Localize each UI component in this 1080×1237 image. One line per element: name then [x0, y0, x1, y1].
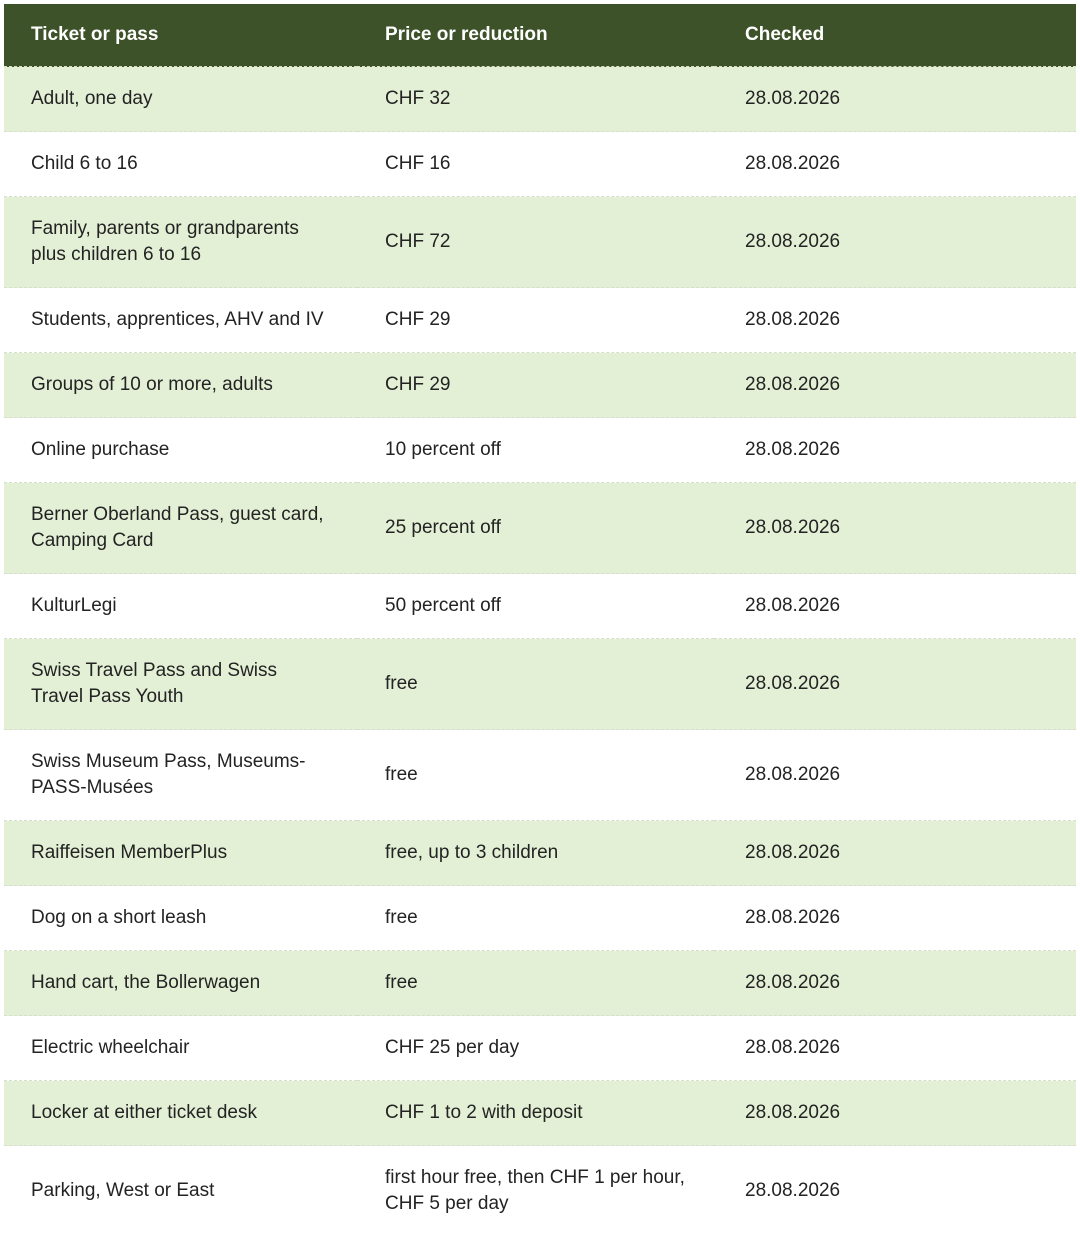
header-row	[4, 4, 1076, 67]
cell-checked: 28.08.2026	[714, 418, 1076, 483]
cell-ticket: Dog on a short leash	[4, 886, 357, 951]
cell-ticket: Adult, one day	[4, 67, 357, 132]
cell-price: CHF 29	[357, 288, 714, 353]
cell-ticket: Locker at either ticket desk	[4, 1081, 357, 1146]
cell-checked: 28.08.2026	[714, 67, 1076, 132]
cell-price: first hour free, then CHF 1 per hour, CHF 5 per day	[357, 1146, 714, 1237]
cell-ticket: KulturLegi	[4, 574, 357, 639]
cell-price: 50 percent off	[357, 574, 714, 639]
cell-checked: 28.08.2026	[714, 288, 1076, 353]
table-row	[4, 730, 1076, 821]
table-row	[4, 1146, 1076, 1237]
cell-checked: 28.08.2026	[714, 574, 1076, 639]
table-row	[4, 132, 1076, 197]
cell-price: CHF 25 per day	[357, 1016, 714, 1081]
cell-price: free, up to 3 children	[357, 821, 714, 886]
table-row	[4, 67, 1076, 132]
cell-price: CHF 29	[357, 353, 714, 418]
column-header-checked: Checked	[714, 4, 1076, 67]
cell-ticket: Swiss Travel Pass and Swiss Travel Pass Youth	[4, 639, 357, 730]
cell-checked: 28.08.2026	[714, 730, 1076, 821]
cell-ticket: Parking, West or East	[4, 1146, 357, 1237]
cell-checked: 28.08.2026	[714, 951, 1076, 1016]
column-header-ticket: Ticket or pass	[4, 4, 357, 67]
cell-price: 10 percent off	[357, 418, 714, 483]
cell-price: CHF 32	[357, 67, 714, 132]
cell-price: free	[357, 951, 714, 1016]
cell-checked: 28.08.2026	[714, 483, 1076, 574]
cell-ticket: Electric wheelchair	[4, 1016, 357, 1081]
cell-checked: 28.08.2026	[714, 1081, 1076, 1146]
cell-price: CHF 16	[357, 132, 714, 197]
cell-ticket: Students, apprentices, AHV and IV	[4, 288, 357, 353]
ticket-price-table-container	[4, 4, 1076, 1237]
table-row	[4, 951, 1076, 1016]
cell-checked: 28.08.2026	[714, 821, 1076, 886]
table-row	[4, 353, 1076, 418]
cell-price: free	[357, 730, 714, 821]
cell-ticket: Child 6 to 16	[4, 132, 357, 197]
cell-ticket: Hand cart, the Bollerwagen	[4, 951, 357, 1016]
cell-checked: 28.08.2026	[714, 886, 1076, 951]
table-row	[4, 821, 1076, 886]
table-row	[4, 1081, 1076, 1146]
cell-checked: 28.08.2026	[714, 1016, 1076, 1081]
cell-ticket: Raiffeisen MemberPlus	[4, 821, 357, 886]
column-header-price: Price or reduction	[357, 4, 714, 67]
table-row	[4, 197, 1076, 288]
cell-price: free	[357, 886, 714, 951]
table-body	[4, 67, 1076, 1237]
table-row	[4, 639, 1076, 730]
table-row	[4, 483, 1076, 574]
cell-price: CHF 72	[357, 197, 714, 288]
cell-checked: 28.08.2026	[714, 197, 1076, 288]
cell-ticket: Online purchase	[4, 418, 357, 483]
cell-checked: 28.08.2026	[714, 639, 1076, 730]
cell-price: 25 percent off	[357, 483, 714, 574]
cell-ticket: Berner Oberland Pass, guest card, Camping Card	[4, 483, 357, 574]
table-header	[4, 4, 1076, 67]
cell-checked: 28.08.2026	[714, 132, 1076, 197]
cell-ticket: Groups of 10 or more, adults	[4, 353, 357, 418]
cell-price: CHF 1 to 2 with deposit	[357, 1081, 714, 1146]
table-row	[4, 574, 1076, 639]
table-row	[4, 886, 1076, 951]
ticket-price-table	[4, 4, 1076, 1237]
cell-ticket: Swiss Museum Pass, Museums-PASS-Musées	[4, 730, 357, 821]
table-row	[4, 1016, 1076, 1081]
cell-price: free	[357, 639, 714, 730]
cell-checked: 28.08.2026	[714, 353, 1076, 418]
cell-ticket: Family, parents or grandparents plus children 6 to 16	[4, 197, 357, 288]
table-row	[4, 288, 1076, 353]
cell-checked: 28.08.2026	[714, 1146, 1076, 1237]
table-row	[4, 418, 1076, 483]
